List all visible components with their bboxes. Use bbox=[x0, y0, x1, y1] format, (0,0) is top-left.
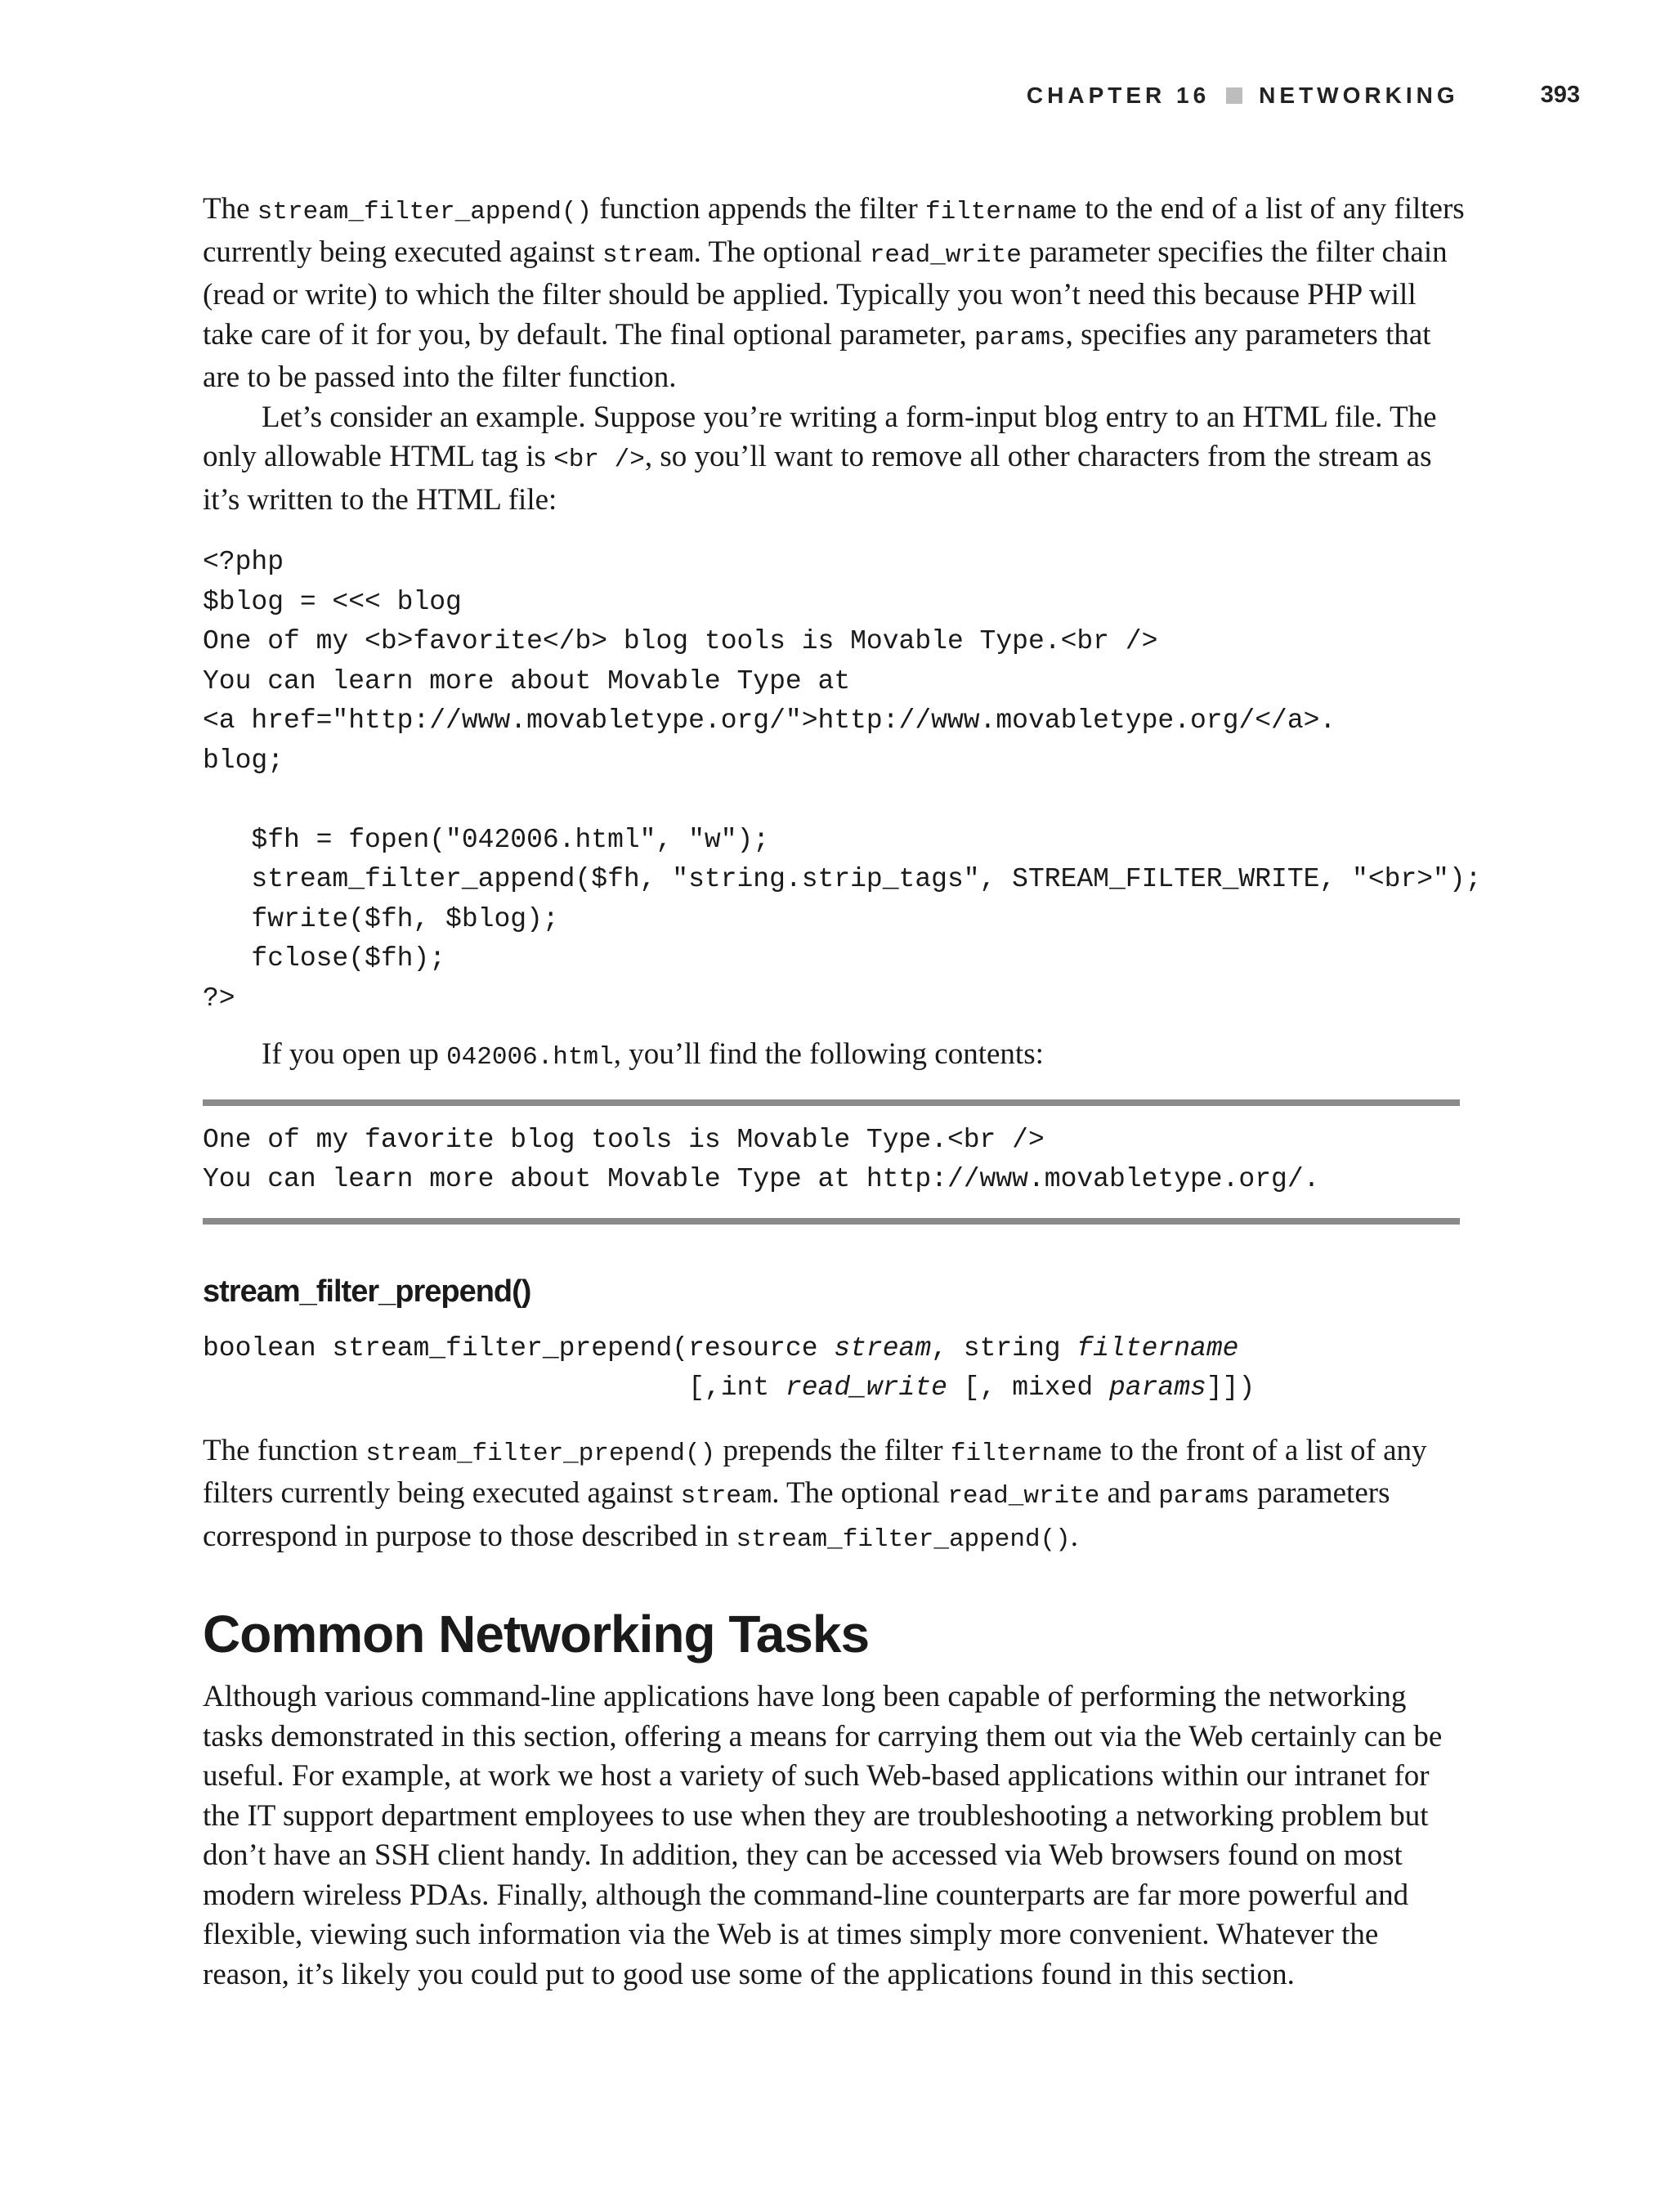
bottom-rule bbox=[203, 1218, 1460, 1225]
section-title: Common Networking Tasks bbox=[203, 1605, 870, 1663]
sig-text: boolean stream_filter_prepend(resource bbox=[203, 1332, 835, 1363]
inline-code: params bbox=[974, 323, 1066, 352]
inline-code: stream_filter_append() bbox=[257, 198, 593, 226]
sig-param: params bbox=[1109, 1372, 1206, 1403]
text-run: The bbox=[203, 192, 257, 226]
sig-text: , string bbox=[931, 1332, 1077, 1363]
function-heading: stream_filter_prepend() bbox=[203, 1274, 531, 1309]
text-run: , so you’ll want to remove all other characters from the stream as it’s written to the HTML file: bbox=[203, 440, 1432, 517]
text-run: . The optional bbox=[772, 1476, 948, 1510]
inline-code: 042006.html bbox=[446, 1043, 614, 1072]
inline-code: stream bbox=[680, 1482, 772, 1511]
output-listing: One of my favorite blog tools is Movable Type.<br /> You can learn more about Movable Type at http://www.movabletype.org/. bbox=[203, 1124, 1320, 1194]
inline-code: params bbox=[1158, 1482, 1250, 1511]
chapter-label: CHAPTER 16 bbox=[1026, 82, 1211, 108]
sig-text: [, mixed bbox=[947, 1372, 1110, 1403]
page-content bbox=[203, 190, 1482, 1995]
paragraph-example-intro bbox=[203, 398, 1466, 521]
section-label: NETWORKING bbox=[1259, 82, 1459, 108]
paragraph-prepend-description bbox=[203, 1431, 1466, 1560]
inline-code: stream bbox=[602, 240, 694, 270]
inline-code: stream_filter_prepend() bbox=[365, 1439, 716, 1468]
sig-param: stream bbox=[834, 1332, 932, 1363]
inline-code: filtername bbox=[924, 198, 1077, 226]
running-header bbox=[1027, 82, 1580, 109]
text-run: to the end of a list of any filters currently being executed against bbox=[203, 192, 1465, 269]
text-run: , you’ll find the following contents: bbox=[613, 1037, 1044, 1071]
sig-text: [,int bbox=[688, 1372, 786, 1403]
paragraph-output-intro bbox=[203, 1035, 1466, 1078]
inline-code: filtername bbox=[950, 1439, 1103, 1468]
inline-code: read_write bbox=[869, 240, 1022, 270]
page-number: 393 bbox=[1540, 82, 1580, 108]
function-signature bbox=[203, 1329, 1466, 1408]
text-run: . bbox=[1070, 1519, 1079, 1553]
text-run: to the front of a list of any filters currently being executed against bbox=[203, 1433, 1427, 1510]
text-run: prepends the filter bbox=[715, 1433, 951, 1467]
top-rule bbox=[203, 1099, 1460, 1106]
text-run: and bbox=[1099, 1476, 1159, 1510]
output-box bbox=[203, 1099, 1466, 1225]
section-body: Although various command-line applications have long been capable of performing the networking tasks demonstrated in this section, offering a means for carrying them out via the Web certainly can be useful. For example, at work we host a variety of such Web-based applications within our intranet for the IT support department employees to use when they are troubleshooting a networking problem but don’t have an SSH client handy. In addition, they can be accessed via Web browsers found on most modern wireless PDAs. Finally, although the command-line counterparts are far more powerful and flexible, viewing such information via the Web is at times simply more convenient. Whatever the reason, it’s likely you could put to good use some of the applications found in this section. bbox=[203, 1680, 1443, 1991]
inline-code: stream_filter_append() bbox=[736, 1525, 1071, 1554]
text-run: parameters correspond in purpose to those described in bbox=[203, 1476, 1390, 1553]
sig-param: filtername bbox=[1076, 1332, 1239, 1363]
sig-text: ]]) bbox=[1206, 1372, 1256, 1403]
text-run: Let’s consider an example. Suppose you’re writing a form-input blog entry to an HTML file. The only allowable HTML tag is bbox=[203, 400, 1437, 473]
sig-indent bbox=[203, 1372, 688, 1403]
text-run: . The optional bbox=[693, 235, 870, 269]
text-run: parameter specifies the filter chain (read or write) to which the filter should be applied. Typically you won’t need this because PHP will take care of it for you, by default. The final optional parameter, bbox=[203, 235, 1448, 352]
separator-square-icon bbox=[1226, 87, 1242, 104]
text-run: If you open up bbox=[262, 1037, 447, 1071]
code-example: <?php $blog = <<< blog One of my <b>favorite</b> blog tools is Movable Type.<br /> You can learn more about Movable Type at <a href="http://www.movabletype.org/">http://www.movabletype.org/</a>. blog; $fh = fopen("042006.html", "w"); stream_filter_append($fh, "string.strip_tags", STREAM_FILTER_WRITE, "<br>"); fwrite($fh, $blog); fclose($fh); ?> bbox=[203, 547, 1482, 1014]
inline-code: <br /> bbox=[553, 446, 645, 474]
sig-param: read_write bbox=[785, 1372, 947, 1403]
text-run: The function bbox=[203, 1433, 366, 1467]
paragraph-append-description bbox=[203, 190, 1466, 398]
text-run: function appends the filter bbox=[592, 192, 925, 226]
inline-code: read_write bbox=[947, 1482, 1100, 1511]
text-run: , specifies any parameters that are to be passed into the filter function. bbox=[203, 317, 1431, 394]
